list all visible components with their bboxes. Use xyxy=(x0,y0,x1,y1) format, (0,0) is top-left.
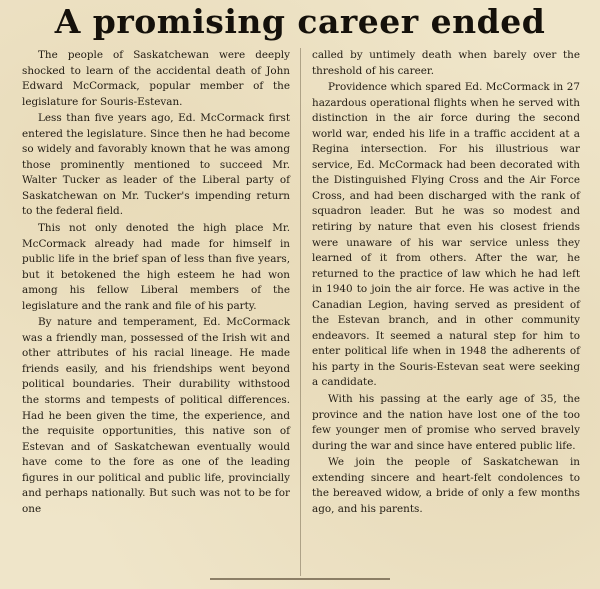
paragraph: This not only denoted the high place Mr. McCormack already had made for himself in public life in the brief span of less than five years, but it betokened the high esteem he had won among his fellow Liberal members of the legislature and the rank and file of his party. xyxy=(22,222,290,312)
paragraph: The people of Saskatchewan were deeply shocked to learn of the accidental death of John Edward McCormack, popular member of the legislature for Souris-Estevan. xyxy=(22,49,290,108)
paragraph: called by untimely death when barely over the threshold of his career. xyxy=(312,49,580,77)
paragraph: Providence which spared Ed. McCormack in 27 hazardous operational flights when he served with distinction in the air force during the second world war, ended his life in a traffic accident at a Regina intersection. For his illustrious war service, Ed. McCormack had been decorated with the Distinguished Flying Cross and the Air Force Cross, and had been discharged with the rank of squadron leader. But he was so modest and retiring by nature that even his closest friends were unaware of his war service unless they learned of it from others. After the war, he returned to the practice of law which he had left in 1940 to join the air force. He was active in the Canadian Legion, having served as president of the Estevan branch, and in other community endeavors. It seemed a natural step for him to enter political life when in 1948 the adherents of his party in the Souris-Estevan seat were seeking a candidate. xyxy=(312,81,580,389)
paragraph: With his passing at the early age of 35, the province and the nation have lost one of the too few younger men of promise who served bravely during the war and since have entered public life. xyxy=(312,393,580,452)
headline: A promising career ended xyxy=(54,2,546,41)
paragraph: We join the people of Saskatchewan in extending sincere and heart-felt condolences to the bereaved widow, a bride of only a few months ago, and his parents. xyxy=(312,456,580,515)
paragraph: By nature and temperament, Ed. McCormack was a friendly man, possessed of the Irish wit and other attributes of his racial lineage. He made friends easily, and his friendships went beyond political boundaries. Their durability withstood the storms and tempests of political differences. Had he been given the time, the experience, and the requisite opportunities, this native son of Estevan and of Saskatchewan eventually would have come to the fore as one of the leading figures in our political and public life, provincially and perhaps nationally. But such was not to be for one xyxy=(22,316,290,515)
paragraph: Less than five years ago, Ed. McCormack first entered the legislature. Since then he had become so widely and favorably known that he was among those prominently mentioned to succeed Mr. Walter Tucker as leader of the Liberal party of Saskatchewan on Mr. Tucker's impending return to the federal field. xyxy=(22,112,290,218)
bottom-rule xyxy=(210,578,390,580)
right-column xyxy=(312,48,580,518)
left-column xyxy=(22,48,290,518)
column-divider xyxy=(300,48,301,576)
